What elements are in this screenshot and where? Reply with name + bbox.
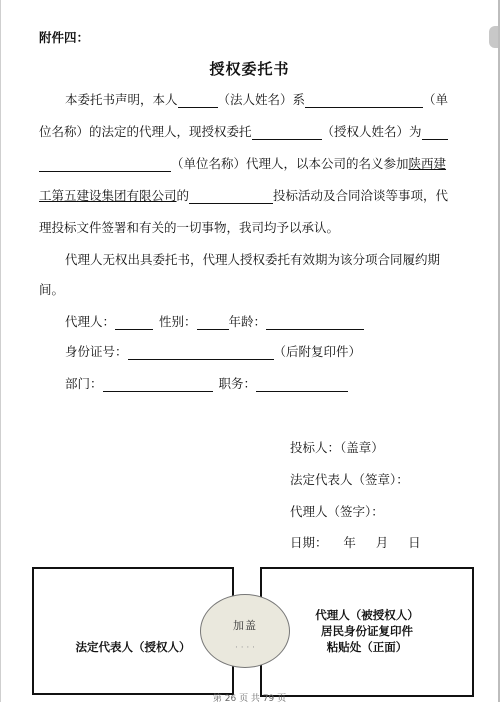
page-edge-tab	[489, 26, 498, 48]
blank-project	[189, 190, 273, 204]
legal-rep-signature-line: 法定代表人（签章）：	[290, 472, 409, 487]
text: 投标活动及合同洽谈等事项，代	[273, 188, 449, 203]
age-label: 年龄：	[228, 314, 267, 329]
gender-label: 性别：	[159, 314, 197, 329]
id-row	[65, 344, 361, 360]
para2-line1: 代理人无权出具委托书，代理人授权委托有效期为该分项合同履约期	[65, 252, 441, 267]
blank-position	[256, 378, 348, 392]
agent-id-label-line1: 代理人（被授权人）	[315, 608, 419, 622]
blank-agent	[115, 316, 153, 330]
position-label: 职务：	[218, 376, 257, 391]
blank-id	[128, 346, 274, 360]
dept-row	[65, 376, 348, 392]
text: （法人姓名）系	[217, 92, 306, 107]
agent-label: 代理人：	[65, 314, 116, 329]
bidder-seal-line: 投标人：（盖章）	[290, 440, 384, 455]
text: （单	[423, 92, 449, 107]
text: 本委托书声明，本人	[65, 92, 178, 107]
agent-id-box	[260, 567, 474, 697]
blank-unit-name-2	[39, 158, 171, 172]
page-footer: 第 26 页 共 79 页	[212, 694, 287, 704]
blank-unit-name	[305, 94, 423, 108]
blank-dept	[103, 378, 213, 392]
seal-dots: · · · ·	[234, 643, 256, 653]
para2-line2: 间。	[39, 282, 65, 297]
para1-line3	[39, 156, 446, 172]
agent-info-row	[65, 314, 364, 330]
agent-signature-line: 代理人（签字）：	[290, 504, 384, 519]
date-line: 日期： 年 月 日	[290, 535, 421, 550]
id-label: 身份证号：	[65, 344, 128, 359]
blank-authorized-name	[252, 126, 322, 140]
seal-text: 加盖	[233, 619, 257, 632]
company-name-head: 陕西建	[408, 156, 447, 171]
text: （单位名称）代理人，以本公司的名义参加	[171, 156, 409, 171]
document-title: 授权委托书	[209, 60, 290, 78]
para1-line4	[39, 188, 448, 204]
text: 位名称）的法定的代理人，现授权委托	[39, 124, 252, 139]
text: 的	[176, 188, 190, 203]
text: （授权人姓名）为	[321, 124, 422, 139]
agent-id-label-line2: 居民身份证复印件	[321, 624, 413, 638]
blank-age	[266, 316, 364, 330]
para1-line2	[39, 124, 448, 140]
blank-tail	[422, 126, 448, 140]
para1-line1	[65, 92, 448, 108]
blank-legal-name	[178, 94, 218, 108]
dept-label: 部门：	[65, 376, 103, 391]
agent-id-label-line3: 粘贴处（正面）	[326, 640, 408, 654]
blank-gender	[197, 316, 229, 330]
id-note: （后附复印件）	[273, 344, 362, 359]
annex-label: 附件四：	[39, 30, 90, 45]
para1-line5: 理投标文件签署和有关的一切事物，我司均予以承认。	[39, 220, 340, 235]
seal-stamp	[200, 594, 290, 668]
legal-rep-id-label: 法定代表人（授权人）	[75, 640, 191, 654]
agent-id-label	[262, 607, 472, 655]
company-name-tail: 工第五建设集团有限公司	[39, 188, 177, 203]
